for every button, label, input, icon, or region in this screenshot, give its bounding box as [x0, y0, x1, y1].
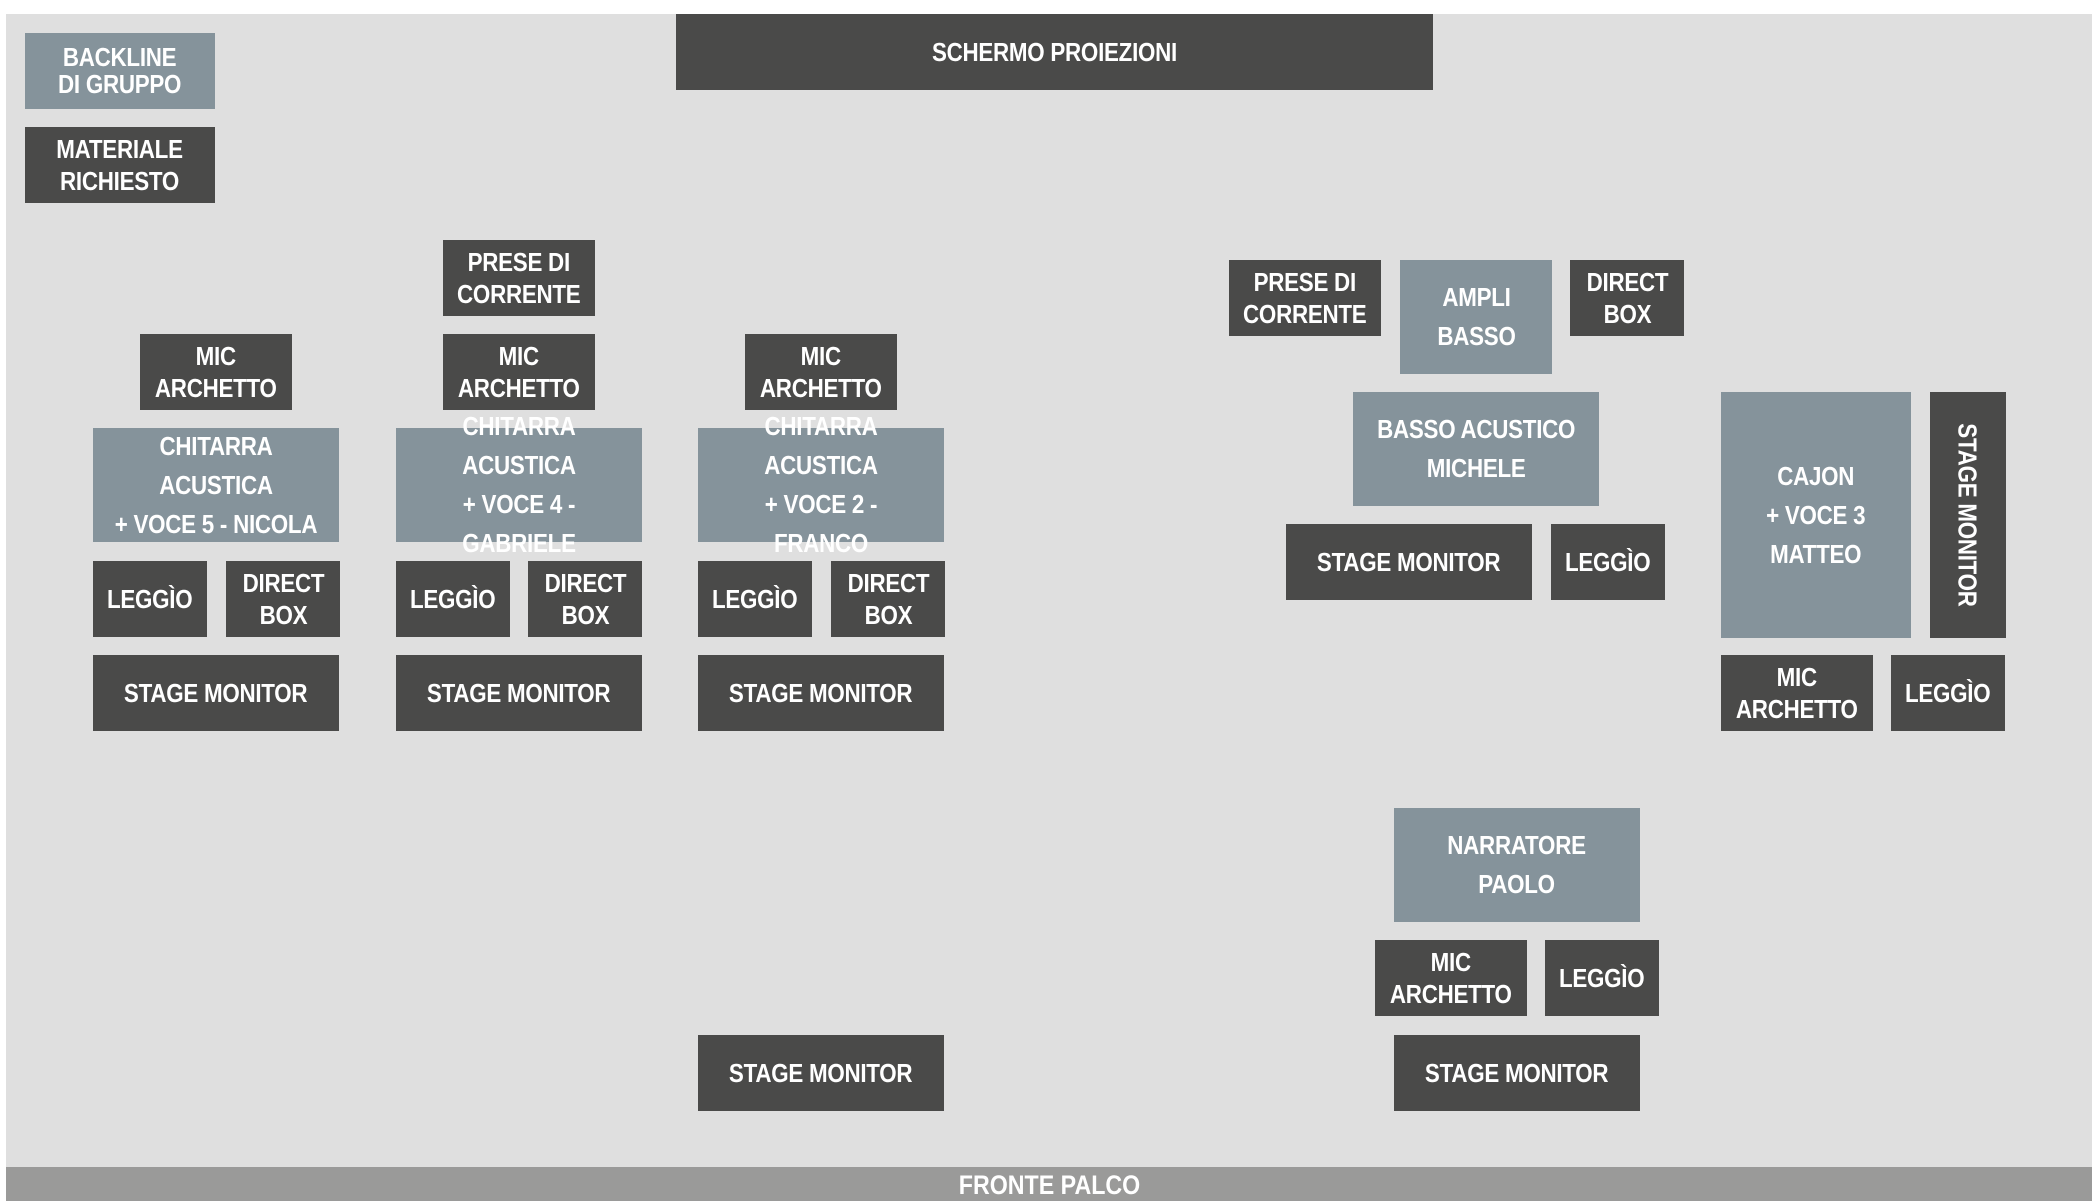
stage-monitor-nicola: STAGE MONITOR	[93, 655, 339, 731]
stage-monitor-michele: STAGE MONITOR	[1286, 524, 1532, 600]
legend-backline: BACKLINE DI GRUPPO	[25, 33, 215, 109]
performer-matteo: CAJON + VOCE 3 MATTEO	[1721, 392, 1911, 638]
performer-nicola: CHITARRA ACUSTICA + VOCE 5 - NICOLA	[93, 428, 339, 542]
mic-archetto-franco: MIC ARCHETTO	[745, 334, 897, 410]
mic-archetto-paolo: MIC ARCHETTO	[1375, 940, 1527, 1016]
leggio-paolo: LEGGÌO	[1545, 940, 1659, 1016]
performer-michele: BASSO ACUSTICO MICHELE	[1353, 392, 1599, 506]
mic-archetto-gabriele: MIC ARCHETTO	[443, 334, 595, 410]
front-of-stage: FRONTE PALCO	[6, 1167, 2092, 1201]
stage-monitor-gabriele: STAGE MONITOR	[396, 655, 642, 731]
stage-monitor-matteo: STAGE MONITOR	[1930, 392, 2006, 638]
prese-corrente-gabriele: PRESE DI CORRENTE	[443, 240, 595, 316]
leggio-franco: LEGGÌO	[698, 561, 812, 637]
legend-materiale: MATERIALE RICHIESTO	[25, 127, 215, 203]
performer-franco: CHITARRA ACUSTICA + VOCE 2 - FRANCO	[698, 428, 944, 542]
stage-monitor-front-center: STAGE MONITOR	[698, 1035, 944, 1111]
stage-monitor-franco: STAGE MONITOR	[698, 655, 944, 731]
direct-box-michele: DIRECT BOX	[1570, 260, 1684, 336]
projection-screen: SCHERMO PROIEZIONI	[676, 14, 1433, 90]
prese-corrente-michele: PRESE DI CORRENTE	[1229, 260, 1381, 336]
direct-box-franco: DIRECT BOX	[831, 561, 945, 637]
direct-box-gabriele: DIRECT BOX	[528, 561, 642, 637]
direct-box-nicola: DIRECT BOX	[226, 561, 340, 637]
leggio-michele: LEGGÌO	[1551, 524, 1665, 600]
performer-paolo: NARRATORE PAOLO	[1394, 808, 1640, 922]
mic-archetto-matteo: MIC ARCHETTO	[1721, 655, 1873, 731]
leggio-nicola: LEGGÌO	[93, 561, 207, 637]
stage-monitor-paolo: STAGE MONITOR	[1394, 1035, 1640, 1111]
ampli-basso: AMPLI BASSO	[1400, 260, 1552, 374]
leggio-gabriele: LEGGÌO	[396, 561, 510, 637]
mic-archetto-nicola: MIC ARCHETTO	[140, 334, 292, 410]
performer-gabriele: CHITARRA ACUSTICA + VOCE 4 - GABRIELE	[396, 428, 642, 542]
leggio-matteo: LEGGÌO	[1891, 655, 2005, 731]
